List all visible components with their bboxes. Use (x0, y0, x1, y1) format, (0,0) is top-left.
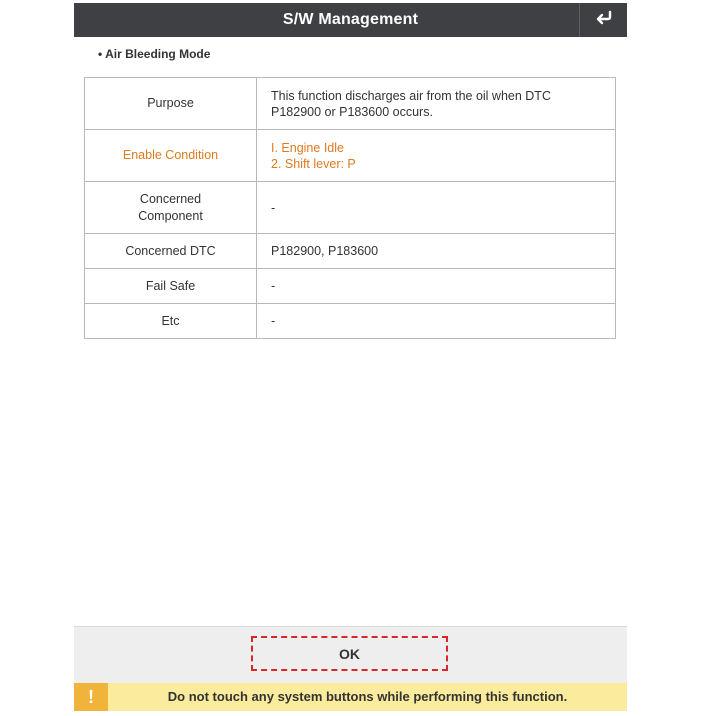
row-label: Enable Condition (85, 130, 257, 182)
warning-banner (74, 683, 627, 711)
table-row (85, 234, 616, 269)
row-label-line: Component (138, 208, 203, 223)
page-title: S/W Management (282, 11, 419, 28)
warning-text: Do not touch any system buttons while performing this function. (167, 689, 568, 704)
return-arrow-icon (594, 10, 614, 31)
footer-bar (74, 626, 627, 683)
table-row (85, 269, 616, 304)
info-table (84, 77, 616, 339)
row-label-line: Concerned (139, 191, 202, 206)
table-row (85, 78, 616, 130)
header-bar (74, 3, 627, 37)
row-label: Purpose (85, 78, 257, 130)
section-title: • Air Bleeding Mode (98, 47, 211, 61)
row-value (257, 78, 616, 130)
row-value: - (257, 269, 616, 304)
warning-icon: ! (74, 683, 108, 711)
table-row (85, 304, 616, 339)
row-label: Etc (85, 304, 257, 339)
row-label: Fail Safe (85, 269, 257, 304)
row-value-line: I. Engine Idle (271, 140, 344, 155)
row-value-line: P182900 or P183600 occurs. (271, 104, 433, 119)
row-value: P182900, P183600 (257, 234, 616, 269)
row-value: - (257, 304, 616, 339)
row-value (257, 130, 616, 182)
row-value: - (257, 182, 616, 234)
sw-management-screen (74, 3, 627, 711)
row-label (85, 182, 257, 234)
ok-button[interactable]: OK (251, 636, 448, 671)
table-row (85, 182, 616, 234)
row-value-line: This function discharges air from the oil when DTC (271, 88, 551, 103)
back-button[interactable] (579, 3, 627, 37)
table-row (85, 130, 616, 182)
row-label: Concerned DTC (85, 234, 257, 269)
row-value-line: 2. Shift lever: P (271, 156, 356, 171)
